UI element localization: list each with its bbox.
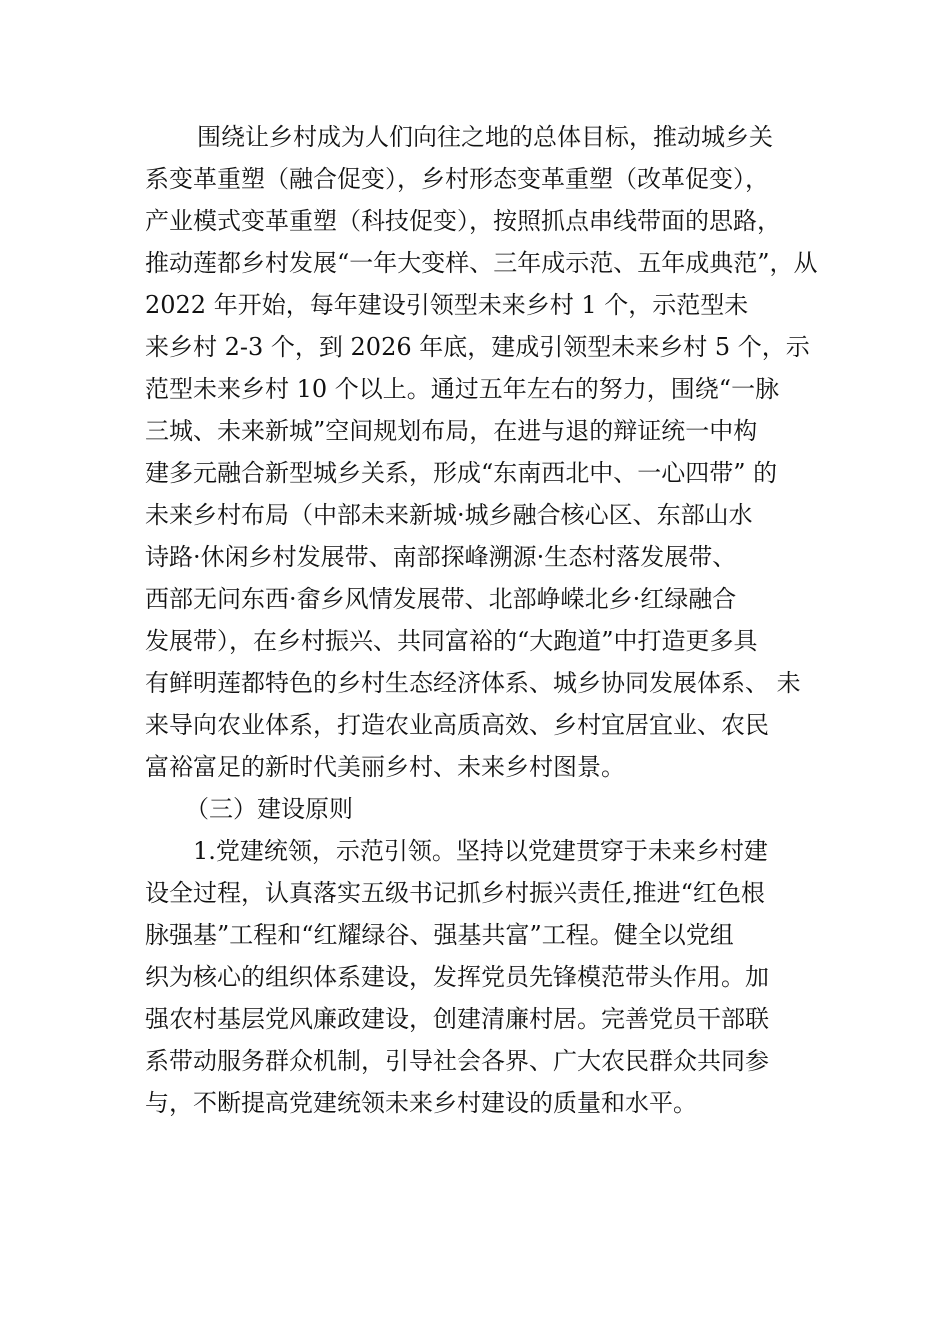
paragraph-line: 产业模式变革重塑（科技促变），按照抓点串线带面的思路， [145, 207, 781, 235]
paragraph-line: 2022 年开始，每年建设引领型未来乡村 1 个，示范型未 [145, 291, 749, 319]
paragraph-line: 诗路·休闲乡村发展带、南部探峰溯源·生态村落发展带、 [145, 543, 737, 571]
paragraph-line: 发展带），在乡村振兴、共同富裕的“大跑道”中打造更多具 [145, 627, 758, 655]
section-heading: （三）建设原则 [185, 795, 353, 823]
paragraph-line: 织为核心的组织体系建设，发挥党员先锋模范带头作用。加 [145, 963, 769, 991]
paragraph-line: 强农村基层党风廉政建设，创建清廉村居。完善党员干部联 [145, 1005, 769, 1033]
paragraph-line: 三城、未来新城”空间规划布局，在进与退的辩证统一中构 [145, 417, 758, 445]
paragraph-line: 系变革重塑（融合促变），乡村形态变革重塑（改革促变）， [145, 165, 769, 193]
paragraph-line: 西部无问东西·畲乡风情发展带、北部峥嵘北乡·红绿融合 [145, 585, 737, 613]
paragraph-line: 系带动服务群众机制，引导社会各界、广大农民群众共同参 [145, 1047, 769, 1075]
paragraph-line: 来导向农业体系，打造农业高质高效、乡村宜居宜业、农民 [145, 711, 769, 739]
paragraph-line: 推动莲都乡村发展“一年大变样、三年成示范、五年成典范”，从 [145, 249, 818, 277]
paragraph-line: 来乡村 2-3 个，到 2026 年底，建成引领型未来乡村 5 个，示 [145, 333, 810, 361]
paragraph-line: 建多元融合新型城乡关系，形成“东南西北中、一心四带” 的 [145, 459, 778, 487]
paragraph-line: 设全过程，认真落实五级书记抓乡村振兴责任,推进“红色根 [145, 879, 765, 907]
paragraph-line: 1.党建统领，示范引领。坚持以党建贯穿于未来乡村建 [193, 837, 768, 865]
paragraph-line: 范型未来乡村 10 个以上。通过五年左右的努力，围绕“一脉 [145, 375, 780, 403]
paragraph-line: 围绕让乡村成为人们向往之地的总体目标，推动城乡关 [197, 123, 773, 151]
paragraph-line: 脉强基”工程和“红耀绿谷、强基共富”工程。健全以党组 [145, 921, 734, 949]
paragraph-line: 富裕富足的新时代美丽乡村、未来乡村图景。 [145, 753, 625, 781]
paragraph-line: 与，不断提高党建统领未来乡村建设的质量和水平。 [145, 1089, 697, 1117]
paragraph-line: 有鲜明莲都特色的乡村生态经济体系、城乡协同发展体系、 未 [145, 669, 801, 697]
paragraph-line: 未来乡村布局（中部未来新城·城乡融合核心区、东部山水 [145, 501, 753, 529]
